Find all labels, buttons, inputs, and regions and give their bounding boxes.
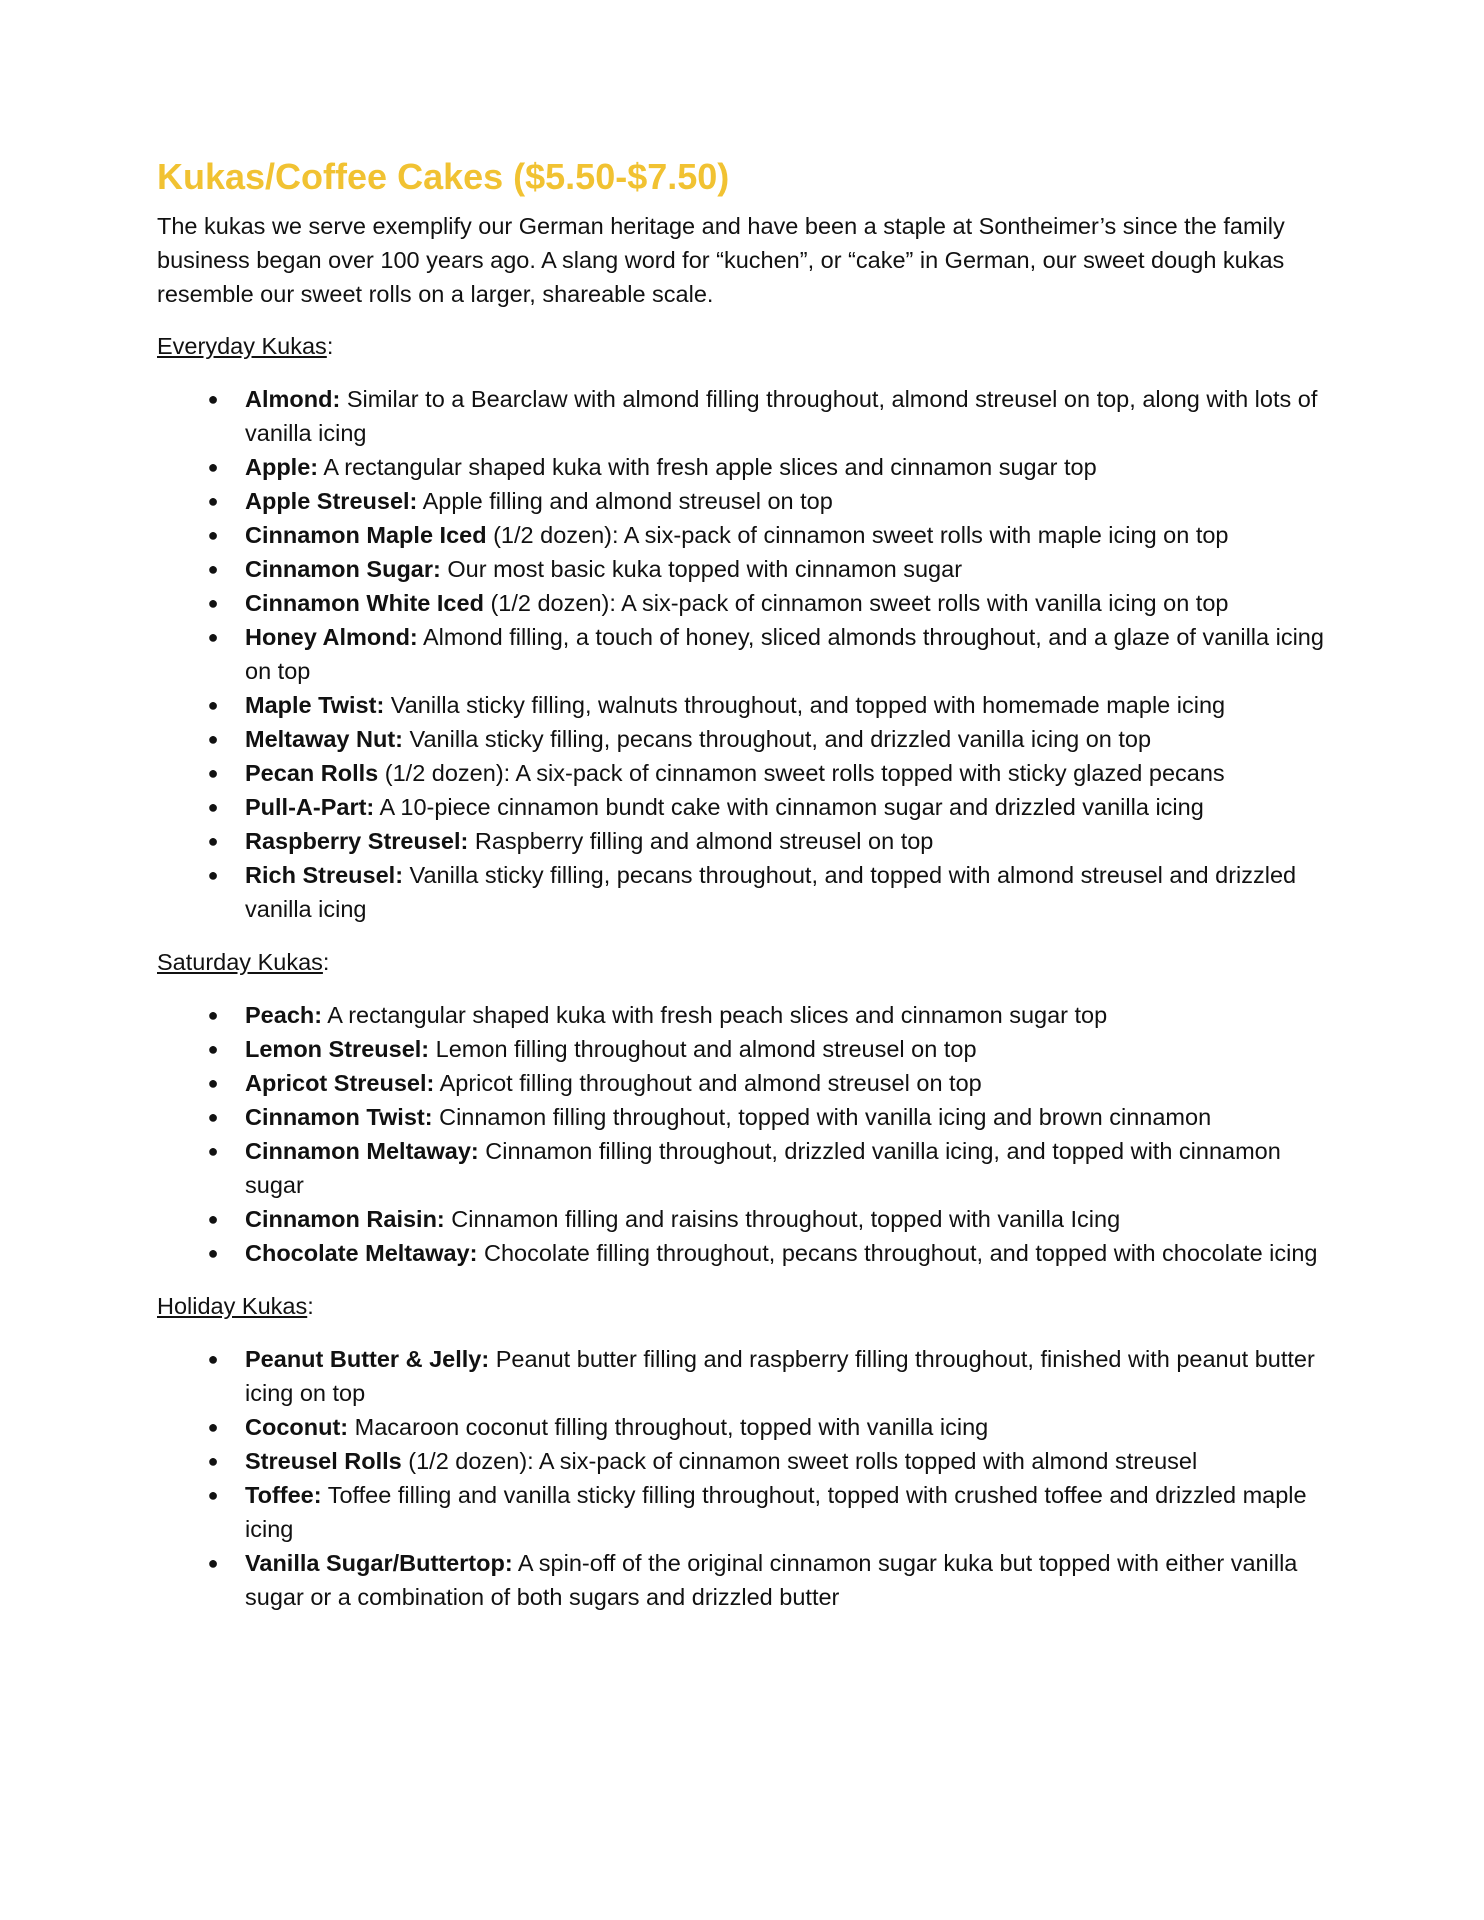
bullet-icon: ● <box>207 1243 219 1263</box>
item-name: Cinnamon Raisin: <box>245 1206 445 1232</box>
item-description: : A six-pack of cinnamon sweet rolls topped with almond streusel <box>527 1448 1198 1474</box>
bullet-icon: ● <box>207 491 219 511</box>
list-item <box>207 1444 1337 1478</box>
item-name: Almond: <box>245 386 341 412</box>
item-description: Vanilla sticky filling, walnuts throughout, and topped with homemade maple icing <box>384 692 1226 718</box>
item-list <box>157 382 1337 926</box>
item-description: A 10-piece cinnamon bundt cake with cinnamon sugar and drizzled vanilla icing <box>374 794 1204 820</box>
bullet-icon: ● <box>207 559 219 579</box>
list-item <box>207 552 1337 586</box>
item-name: Rich Streusel: <box>245 862 404 888</box>
item-list <box>157 998 1337 1270</box>
item-name: Apple: <box>245 454 319 480</box>
item-description: Apricot filling throughout and almond streusel on top <box>434 1070 982 1096</box>
item-description: Cinnamon filling throughout, drizzled vanilla icing, and topped with cinnamon sugar <box>245 1138 1281 1198</box>
item-name: Apricot Streusel: <box>245 1070 435 1096</box>
item-description: A rectangular shaped kuka with fresh apple slices and cinnamon sugar top <box>318 454 1097 480</box>
bullet-icon: ● <box>207 1039 219 1059</box>
item-name: Peanut Butter & Jelly: <box>245 1346 490 1372</box>
item-description: Our most basic kuka topped with cinnamon sugar <box>440 556 963 582</box>
bullet-icon: ● <box>207 1141 219 1161</box>
item-name: Chocolate Meltaway: <box>245 1240 478 1266</box>
item-name: Cinnamon Meltaway: <box>245 1138 479 1164</box>
list-item <box>207 858 1337 926</box>
item-description: : A six-pack of cinnamon sweet rolls with vanilla icing on top <box>609 590 1229 616</box>
section-saturday <box>157 945 1337 1270</box>
list-item <box>207 450 1337 484</box>
item-description: : A six-pack of cinnamon sweet rolls with maple icing on top <box>611 522 1229 548</box>
list-item <box>207 722 1337 756</box>
item-description: Vanilla sticky filling, pecans throughout, and topped with almond streusel and drizzled vanilla icing <box>245 862 1297 922</box>
item-description: A spin-off of the original cinnamon sugar kuka but topped with either vanilla sugar or a combination of both sugars and drizzled butter <box>245 1550 1298 1610</box>
list-item <box>207 1342 1337 1410</box>
bullet-icon: ● <box>207 1451 219 1471</box>
item-name: Cinnamon Maple Iced <box>245 522 487 548</box>
document-page <box>157 155 1337 1633</box>
section-heading-label: Saturday Kukas <box>157 949 323 975</box>
list-item <box>207 518 1337 552</box>
item-name: Cinnamon Sugar: <box>245 556 441 582</box>
item-note: (1/2 dozen) <box>401 1448 528 1474</box>
item-note: (1/2 dozen) <box>486 522 612 548</box>
item-name: Lemon Streusel: <box>245 1036 430 1062</box>
item-name: Meltaway Nut: <box>245 726 403 752</box>
item-name: Streusel Rolls <box>245 1448 402 1474</box>
list-item <box>207 1134 1337 1202</box>
item-name: Honey Almond: <box>245 624 418 650</box>
item-description: Similar to a Bearclaw with almond filling throughout, almond streusel on top, along with lots of vanilla icing <box>245 386 1318 446</box>
bullet-icon: ● <box>207 1073 219 1093</box>
item-description: Almond filling, a touch of honey, sliced almonds throughout, and a glaze of vanilla icing on top <box>245 624 1324 684</box>
bullet-icon: ● <box>207 593 219 613</box>
item-name: Toffee: <box>245 1482 322 1508</box>
list-item <box>207 1202 1337 1236</box>
list-item <box>207 824 1337 858</box>
bullet-icon: ● <box>207 389 219 409</box>
list-item <box>207 586 1337 620</box>
list-item <box>207 1032 1337 1066</box>
item-description: Apple filling and almond streusel on top <box>417 488 833 514</box>
bullet-icon: ● <box>207 1417 219 1437</box>
list-item <box>207 998 1337 1032</box>
bullet-icon: ● <box>207 1005 219 1025</box>
bullet-icon: ● <box>207 1485 219 1505</box>
item-note: (1/2 dozen) <box>483 590 610 616</box>
bullet-icon: ● <box>207 695 219 715</box>
item-description: Chocolate filling throughout, pecans throughout, and topped with chocolate icing <box>477 1240 1318 1266</box>
item-name: Coconut: <box>245 1414 349 1440</box>
bullet-icon: ● <box>207 457 219 477</box>
item-description: Vanilla sticky filling, pecans throughout, and drizzled vanilla icing on top <box>403 726 1152 752</box>
section-heading: Saturday Kukas: <box>157 949 330 975</box>
item-description: A rectangular shaped kuka with fresh peach slices and cinnamon sugar top <box>322 1002 1108 1028</box>
item-description: : A six-pack of cinnamon sweet rolls topped with sticky glazed pecans <box>503 760 1225 786</box>
bullet-icon: ● <box>207 1209 219 1229</box>
section-heading-label: Holiday Kukas <box>157 1293 308 1319</box>
list-item <box>207 756 1337 790</box>
list-item <box>207 484 1337 518</box>
item-description: Cinnamon filling throughout, topped with vanilla icing and brown cinnamon <box>432 1104 1212 1130</box>
list-item <box>207 1546 1337 1614</box>
item-note: (1/2 dozen) <box>378 760 504 786</box>
list-item <box>207 688 1337 722</box>
item-name: Raspberry Streusel: <box>245 828 469 854</box>
list-item <box>207 1100 1337 1134</box>
item-name: Cinnamon White Iced <box>245 590 484 616</box>
list-item <box>207 790 1337 824</box>
bullet-icon: ● <box>207 831 219 851</box>
item-name: Pull-A-Part: <box>245 794 375 820</box>
list-item <box>207 1066 1337 1100</box>
bullet-icon: ● <box>207 763 219 783</box>
bullet-icon: ● <box>207 797 219 817</box>
bullet-icon: ● <box>207 1107 219 1127</box>
section-holiday <box>157 1289 1337 1614</box>
item-name: Cinnamon Twist: <box>245 1104 433 1130</box>
item-description: Peanut butter filling and raspberry filling throughout, finished with peanut butter icing on top <box>245 1346 1315 1406</box>
item-name: Pecan Rolls <box>245 760 379 786</box>
item-description: Cinnamon filling and raisins throughout, topped with vanilla Icing <box>444 1206 1121 1232</box>
list-item <box>207 1410 1337 1444</box>
section-everyday <box>157 329 1337 926</box>
section-heading: Holiday Kukas: <box>157 1293 314 1319</box>
item-name: Peach: <box>245 1002 323 1028</box>
intro-paragraph: The kukas we serve exemplify our German heritage and have been a staple at Sontheimer’s since the family business began over 100 years ago. A slang word for “kuchen”, or “cake” in German, our sweet dough kukas resemble our sweet rolls on a larger, shareable scale. <box>157 213 1285 307</box>
bullet-icon: ● <box>207 1349 219 1369</box>
bullet-icon: ● <box>207 729 219 749</box>
bullet-icon: ● <box>207 627 219 647</box>
page-title: Kukas/Coffee Cakes ($5.50-$7.50) <box>157 156 730 197</box>
item-name: Vanilla Sugar/Buttertop: <box>245 1550 513 1576</box>
bullet-icon: ● <box>207 1553 219 1573</box>
item-description: Toffee filling and vanilla sticky filling throughout, topped with crushed toffee and drizzled maple icing <box>245 1482 1307 1542</box>
item-name: Apple Streusel: <box>245 488 418 514</box>
list-item <box>207 1478 1337 1546</box>
item-list <box>157 1342 1337 1614</box>
section-heading: Everyday Kukas: <box>157 333 334 359</box>
list-item <box>207 382 1337 450</box>
item-description: Macaroon coconut filling throughout, topped with vanilla icing <box>348 1414 989 1440</box>
list-item <box>207 1236 1337 1270</box>
list-item <box>207 620 1337 688</box>
section-heading-label: Everyday Kukas <box>157 333 327 359</box>
bullet-icon: ● <box>207 865 219 885</box>
item-description: Lemon filling throughout and almond streusel on top <box>429 1036 977 1062</box>
item-name: Maple Twist: <box>245 692 385 718</box>
item-description: Raspberry filling and almond streusel on top <box>468 828 934 854</box>
bullet-icon: ● <box>207 525 219 545</box>
